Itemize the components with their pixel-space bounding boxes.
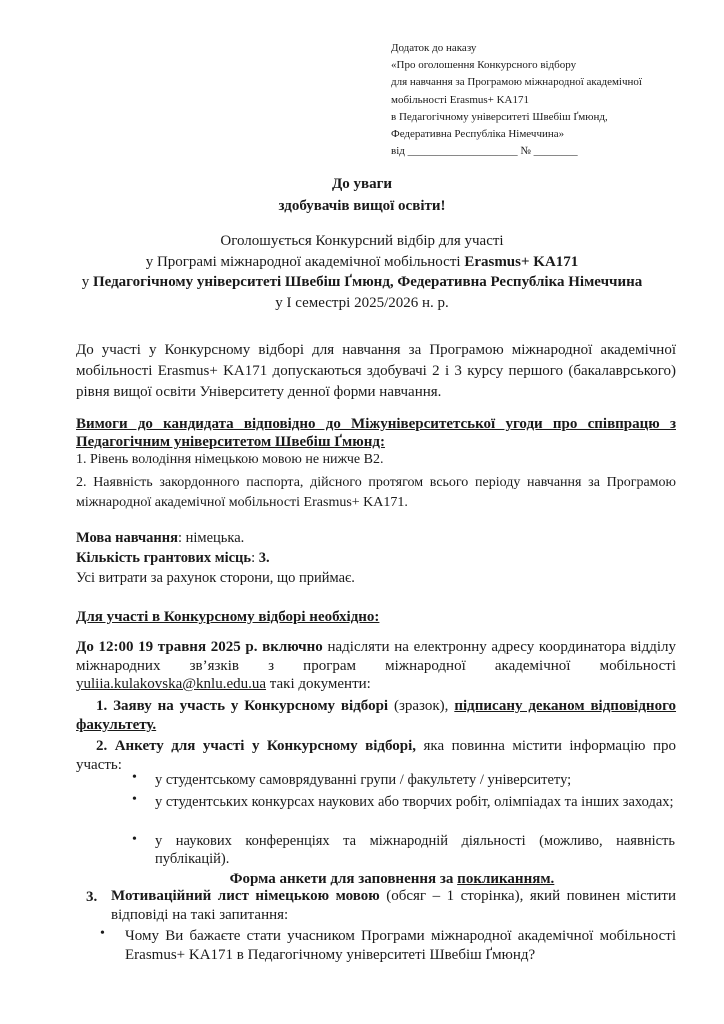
doc1-text: (зразок), (388, 698, 455, 714)
bullet-item: у студентському самоврядуванні групи / факультету / університету; (155, 772, 572, 788)
doc3-question: Чому Ви бажаєте стати учасником Програми міжнародної академічної мобільності Erasmus+ KA171 в Педагогічному університеті Швебіш Ґмюнд? (125, 928, 676, 963)
doc3-text: (обсяг – 1 сторінка), який повинен містити відповіді на такі запитання: (111, 888, 676, 923)
announcement-line-1: Оголошується Конкурсний відбір для участі (220, 233, 504, 249)
annex-block (391, 40, 691, 160)
email-link[interactable]: yuliia.kulakovska@knlu.edu.ua (76, 676, 267, 692)
language-label: Мова навчання (76, 530, 178, 546)
bullet-icon: • (100, 926, 105, 941)
grants-label: Кількість грантових місць (76, 550, 252, 566)
requirement-item-1: 1. Рівень володіння німецькою мовою не нижче В2. (76, 452, 384, 467)
grants-sep: : (251, 550, 259, 566)
form-link-line (60, 871, 724, 888)
after-email-text: такі документи: (266, 676, 371, 692)
form-link[interactable]: покликанням. (457, 871, 555, 887)
doc1-signature-note: підписану деканом відповідного факультету. (76, 698, 677, 733)
grants-line (76, 548, 270, 568)
annex-line: від ____________________ № ________ (391, 145, 578, 158)
grants-value: 3. (258, 550, 270, 566)
language-line (76, 528, 244, 548)
language-value: : німецька. (177, 530, 245, 546)
annex-line: мобільності Erasmus+ KA171 (391, 93, 529, 106)
costs-line: Усі витрати за рахунок сторони, що приймає. (76, 570, 355, 586)
announcement-line-4: у І семестрі 2025/2026 н. р. (275, 294, 449, 311)
bullet-item: у наукових конференціях та міжнародній діяльності (можливо, наявність публікацій). (155, 833, 675, 867)
annex-line: Додаток до наказу (391, 42, 477, 54)
doc3-number: 3. (86, 889, 98, 905)
intro-paragraph: До участі у Конкурсному відборі для навчання за Програмою міжнародної академічної мобільності Erasmus+ KA171 допускаються здобувачі 2 і 3 курсу першого (бакалаврського) рівня вищої освіти Університету денної форми навчання. (76, 342, 676, 400)
attention-heading (0, 173, 724, 217)
bullet-icon: • (132, 792, 137, 807)
deadline-text: надісляти на електронну адресу координатора відділу міжнародних зв’язків з програм міжнародної академічної мобільності (76, 639, 676, 674)
announcement-text: у (81, 274, 93, 290)
attention-line-1: До уваги (331, 176, 393, 192)
annex-line: для навчання за Програмою міжнародної академічної (391, 76, 642, 89)
document-item-2 (76, 737, 676, 775)
document-item-1 (76, 697, 676, 735)
attention-line-2: здобувачів вищої освіти! (278, 198, 446, 214)
requirement-item-2: 2. Наявність закордонного паспорта, дійсного протягом всього періоду навчання за Програмою міжнародної академічної мобільності Erasmus+ KA171. (76, 475, 676, 510)
deadline: До 12:00 19 травня 2025 р. включно (76, 639, 323, 655)
doc2-text: яка повинна містити інформацію про участь: (76, 738, 676, 773)
doc1-title: 1. Заяву на участь у Конкурсному відборі (96, 698, 389, 714)
doc3-title: Мотиваційний лист німецькою мовою (111, 888, 380, 904)
participation-heading: Для участі в Конкурсному відборі необхідно: (76, 609, 380, 625)
announcement (0, 231, 724, 313)
document-item-3 (111, 887, 676, 925)
requirements-heading: Вимоги до кандидата відповідно до Міжуніверситетської угоди про співпрацю з Педагогічним університетом Швебіш Ґмюнд: (76, 416, 676, 450)
doc2-title: 2. Анкету для участі у Конкурсному відборі, (96, 738, 417, 754)
form-link-text: Форма анкети для заповнення за (229, 871, 458, 887)
annex-line: в Педагогічному університеті Швебіш Ґмюнд, (391, 110, 608, 123)
bullet-item: у студентських конкурсах наукових або творчих робіт, олімпіадах та інших заходах; (155, 794, 674, 810)
participation-paragraph (76, 638, 676, 694)
program-name: Erasmus+ KA171 (464, 253, 579, 270)
announcement-text: у Програмі міжнародної академічної мобільності (145, 253, 465, 270)
bullet-icon: • (132, 832, 137, 847)
announcement-line-3 (0, 272, 724, 293)
announcement-line-2 (0, 252, 724, 273)
university-name: Педагогічному університеті Швебіш Ґмюнд, Федеративна Республіка Німеччина (92, 274, 643, 290)
bullet-icon: • (132, 770, 137, 785)
annex-line: Федеративна Республіка Німеччина» (391, 128, 565, 141)
annex-line: «Про оголошення Конкурсного відбору (391, 59, 577, 72)
